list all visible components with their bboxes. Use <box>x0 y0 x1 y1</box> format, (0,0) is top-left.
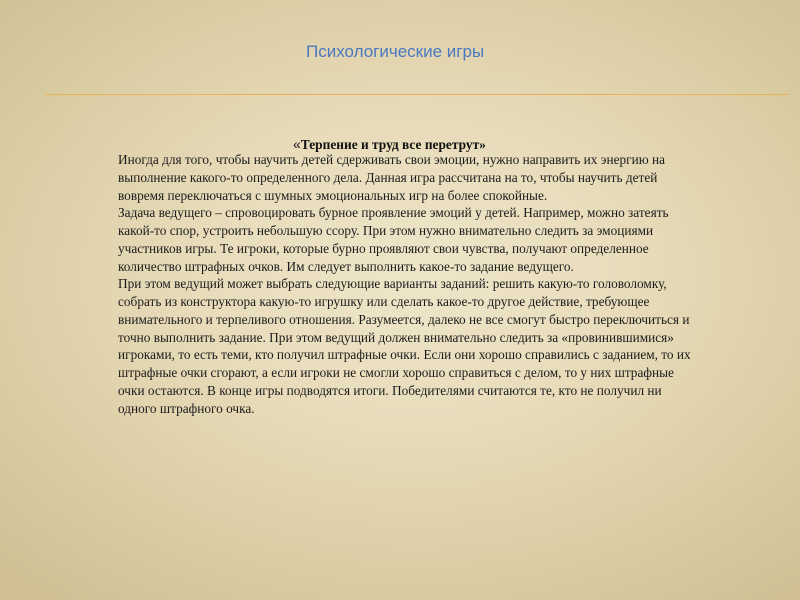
slide-title: Психологические игры <box>306 42 485 61</box>
game-title-open-quote: « <box>293 136 301 152</box>
game-description <box>118 151 698 417</box>
game-title-text: Терпение и труд все перетрут» <box>300 137 486 152</box>
title-divider <box>45 94 789 95</box>
paragraph-task-variants: При этом ведущий может выбрать следующие варианты заданий: решить какую-то головоломку, собрать из конструктора какую-то игрушку или сделать какое-то другое действие, требующее внимательного и терпеливого отношения. Разумеется, далеко не все смогут быстро переключиться и точно выполнить задание. При этом ведущий должен внимательно следить за «провинившимися» игроками, то есть теми, кто получил штрафные очки. Если они хорошо справились с заданием, то их штрафные очки сгорают, а если игроки не смогли хорошо справиться с делом, то у них штрафные очки остаются. В конце игры подводятся итоги. Победителями считаются те, кто не получил ни одного штрафного очка. <box>118 276 691 416</box>
paragraph-host-task: Задача ведущего – спровоцировать бурное проявление эмоций у детей. Например, можно затеять какой-то спор, устроить небольшую ссору. При этом нужно внимательно следить за эмоциями участников игры. Те игроки, которые бурно проявляют свои чувства, получают определенное количество штрафных очков. Им следует выполнить какое-то задание ведущего. <box>118 205 669 274</box>
paragraph-intro: Иногда для того, чтобы научить детей сдерживать свои эмоции, нужно направить их энергию на выполнение какого-то определенного дела. Данная игра рассчитана на то, чтобы научить детей вовремя переключаться с шумных эмоциональных игр на более спокойные. <box>118 152 665 203</box>
